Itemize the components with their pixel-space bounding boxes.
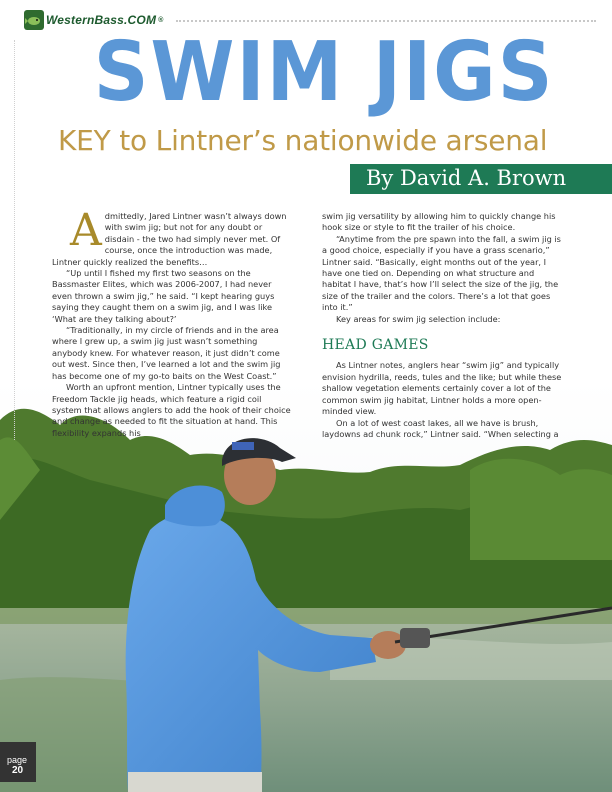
left-margin-rule bbox=[14, 40, 15, 440]
logo-text: WesternBass.COM bbox=[46, 13, 157, 27]
paragraph: As Lintner notes, anglers hear “swim jig” and typically envision hydrilla, reeds, tules and the like; but while these shallow vegetation elements certainly cover a lot of the common swim jig habitat, Lintner holds a more open-minded view. bbox=[322, 360, 562, 417]
paragraph bbox=[52, 205, 292, 268]
paragraph: Worth an upfront mention, Lintner typically uses the Freedom Tackle jig heads, which feature a rigid coil system that allows anglers to add the hook of their choice and change as needed to fit the situation at hand. This flexibility expands his bbox=[52, 382, 291, 438]
paragraph: “Anytime from the pre spawn into the fall, a swim jig is a good choice, especially if you have a grass scenario,” Lintner said. “Basically, eight months out of the year, I have one tied on. Depending on what structure and habitat I have, that’s how I’ll select the size of the jig, the size of the trailer and the colors. There’s a lot that goes into it.” bbox=[322, 233, 561, 313]
byline: By David A. Brown bbox=[366, 166, 567, 190]
article-column-1 bbox=[52, 205, 292, 439]
drop-cap: A bbox=[70, 205, 102, 256]
page-label: page bbox=[7, 755, 28, 765]
paragraph: Key areas for swim jig selection include: bbox=[336, 313, 501, 324]
angler-fishing-image bbox=[0, 380, 612, 792]
paragraph: “Traditionally, in my circle of friends and in the area where I grew up, a swim jig just wasn’t something anybody knew. For whatever reason, it just didn’t come out west. Since then, I’ve learned a lot and the swim jig has become one of my go-to baits on the West Coast.” bbox=[52, 325, 281, 381]
bass-fish-icon bbox=[24, 10, 44, 30]
paragraph: swim jig versatility by allowing him to quickly change his hook size or style to fit the trailer of his choice. bbox=[322, 211, 556, 233]
header-rule bbox=[176, 20, 596, 22]
paragraph-text: dmittedly, Jared Lintner wasn’t always down with swim jig; but not for any doubt or disdain - the two had simply never met. Of course, once the introduction was made, Lintner quickly realized the benefits… bbox=[52, 211, 287, 267]
article-column-2 bbox=[322, 211, 562, 440]
paragraph: “Up until I fished my first two seasons on the Bassmaster Elites, which was 2006-2007, I had never even thrown a swim jig,” he said. “I kept hearing guys saying they caught them on a swim jig, and I was like ‘What are they talking about?’ bbox=[52, 268, 275, 324]
paragraph: On a lot of west coast lakes, all we have is brush, laydowns ad chunk rock,” Lintner said. “When selecting a bbox=[322, 417, 559, 439]
page-number: 20 bbox=[12, 765, 24, 776]
angler-photo bbox=[0, 380, 612, 792]
section-heading: HEAD GAMES bbox=[322, 337, 429, 354]
article-subtitle: KEY to Lintner’s nationwide arsenal bbox=[58, 124, 548, 157]
registered-mark: ® bbox=[158, 16, 164, 24]
article-title: SWIM JIGS bbox=[93, 25, 555, 120]
